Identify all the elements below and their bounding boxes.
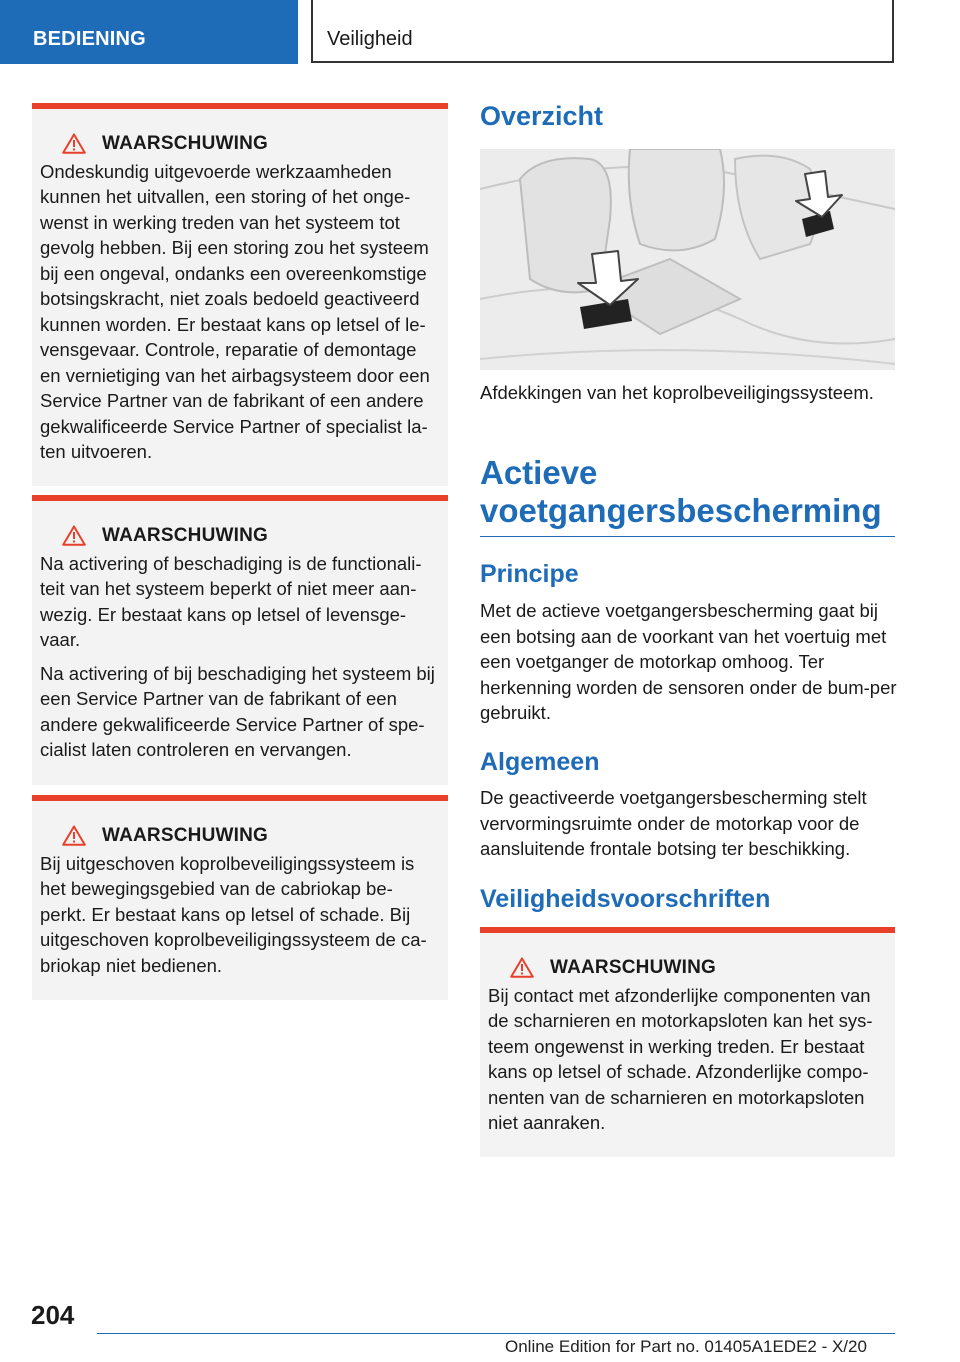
header-chapter-label: Veiligheid xyxy=(327,28,413,50)
veiligheid-heading: Veiligheidsvoorschriften xyxy=(480,885,771,913)
warning-text: Ondeskundig uitgevoerde werkzaamheden kunnen het uitvallen, een storing of het onge-wenst in werking treden van het systeem tot gevolg hebben. Bij een storing zou het systeem bij een ongeval, ondanks een overeenkomstige botsingskracht, niet zoals bedoeld geactiveerd kunnen worden. Er bestaat kans op letsel of le-vensgevaar. Controle, reparatie of demontage en vernietiging van het airbagsysteem door een Service Partner van de fabrikant of een andere gekwalificeerde Service Partner of specialist la-ten uitvoeren. xyxy=(40,160,430,462)
footer-edition: Online Edition for Part no. 01405A1EDE2 - X/20 xyxy=(505,1337,867,1356)
warning-box xyxy=(480,927,895,1157)
principe-heading: Principe xyxy=(480,560,579,588)
page-number: 204 xyxy=(31,1300,75,1330)
overzicht-heading: Overzicht xyxy=(480,101,604,131)
warning-text: Na activering of bij beschadiging het systeem bij een Service Partner van de fabrikant of een andere gekwalificeerde Service Partner of spe-cialist laten controleren en vervangen. xyxy=(40,662,435,760)
warning-box xyxy=(32,495,448,785)
warning-triangle-icon xyxy=(510,957,534,978)
warning-triangle-icon xyxy=(62,525,86,546)
warning-text: Bij uitgeschoven koprolbeveiligingssysteem is het bewegingsgebied van de cabriokap be-perkt. Er bestaat kans op letsel of schade. Bij uitgeschoven koprolbeveiligingssysteem de ca-briokap niet bedienen. xyxy=(40,852,427,976)
warning-box xyxy=(32,795,448,1000)
warning-title: WAARSCHUWING xyxy=(102,525,268,546)
warning-text: Na activering of beschadiging is de functionali-teit van het systeem beperkt of niet meer aan-wezig. Er bestaat kans op letsel of levensge-vaar. xyxy=(40,552,422,650)
figure-caption: Afdekkingen van het koprolbeveiligingssysteem. xyxy=(480,382,874,403)
headrest-cover-figure xyxy=(480,149,895,370)
warning-triangle-icon xyxy=(62,133,86,154)
footer-divider xyxy=(97,1333,895,1334)
section-heading: Actieve voetgangersbescherming xyxy=(480,454,895,537)
header-chapter-tab xyxy=(311,0,894,63)
warning-triangle-icon xyxy=(62,825,86,846)
warning-title: WAARSCHUWING xyxy=(102,825,268,846)
header-section-label: BEDIENING xyxy=(33,28,146,50)
car-interior-illustration xyxy=(480,149,895,370)
header-section-tab xyxy=(0,0,298,64)
warning-text: Bij contact met afzonderlijke componenten van de scharnieren en motorkapsloten kan het sys-teem ongewenst in werking treden. Er bestaat kans op letsel of schade. Afzonderlijke compo-nenten van de scharnieren en motorkapsloten niet aanraken. xyxy=(488,984,873,1133)
warning-title: WAARSCHUWING xyxy=(102,133,268,154)
warning-box xyxy=(32,103,448,486)
warning-title: WAARSCHUWING xyxy=(550,957,716,978)
algemeen-heading: Algemeen xyxy=(480,748,600,776)
algemeen-text: De geactiveerde voetgangersbescherming stelt vervormingsruimte onder de motorkap voor de aansluitende frontale botsing ter beschikking. xyxy=(480,787,867,859)
principe-text: Met de actieve voetgangersbescherming gaat bij een botsing aan de voorkant van het voertuig met een voetganger de motorkap omhoog. Ter herkenning worden de sensoren onder de bum-per gebruikt. xyxy=(480,600,897,723)
